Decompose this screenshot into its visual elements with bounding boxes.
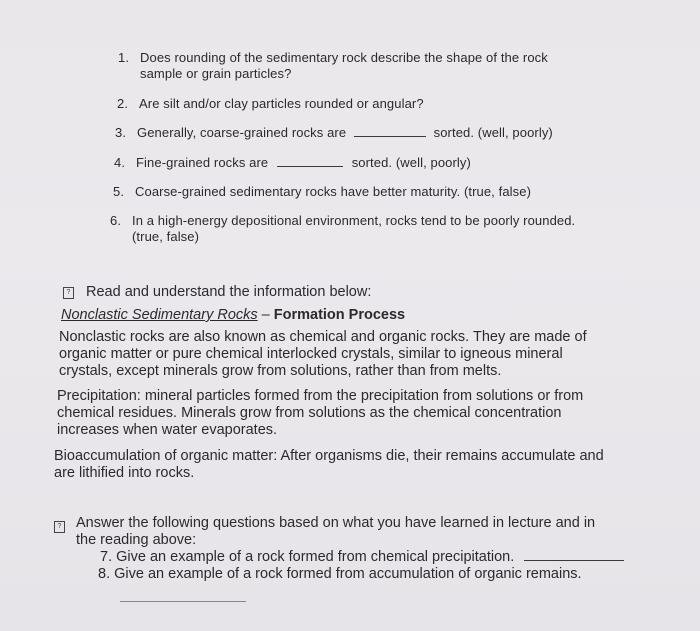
question-text-after-blank: sorted. (well, poorly): [351, 155, 471, 170]
question-text-cont: (true, false): [132, 229, 200, 244]
question-8: [98, 566, 582, 583]
question-7: [100, 549, 624, 566]
paragraph-line: chemical residues. Minerals grow from solutions as the chemical concentration: [57, 405, 562, 421]
question-text: Give an example of a rock formed from chemical precipitation.: [116, 549, 515, 565]
checkbox-icon[interactable]: ?: [63, 287, 74, 299]
question-number: 2.: [117, 96, 129, 111]
question-text: Coarse-grained sedimentary rocks have better maturity. (true, false): [135, 184, 531, 199]
paragraph-line: crystals, except minerals grow from solutions, rather than from melts.: [59, 363, 502, 379]
answer-blank[interactable]: [524, 560, 624, 561]
question-number: 8.: [98, 566, 111, 582]
heading-dash: –: [257, 307, 274, 323]
paragraph-line: Nonclastic rocks are also known as chemical and organic rocks. They are made of: [59, 329, 587, 345]
question-number: 5.: [113, 184, 125, 199]
question-text-cont: sample or grain particles?: [140, 66, 292, 81]
heading-underlined: Nonclastic Sedimentary Rocks: [61, 307, 258, 323]
paragraph-line: Bioaccumulation of organic matter: After organisms die, their remains accumulate and: [54, 448, 604, 464]
paragraph-line: Precipitation: mineral particles formed from the precipitation from solutions or from: [57, 388, 584, 404]
paragraph-line: increases when water evaporates.: [57, 422, 278, 438]
paragraph-line: are lithified into rocks.: [54, 465, 195, 481]
answer-instructions: Answer the following questions based on what you have learned in lecture and in: [76, 515, 596, 531]
reading-intro: Read and understand the information below:: [86, 284, 372, 300]
question-number: 7.: [100, 549, 113, 565]
question-text: Does rounding of the sedimentary rock describe the shape of the rock: [140, 50, 548, 65]
answer-instructions-cont: the reading above:: [76, 532, 197, 548]
paragraph-line: organic matter or pure chemical interlocked crystals, similar to igneous mineral: [59, 346, 563, 362]
question-text: Give an example of a rock formed from accumulation of organic remains.: [114, 566, 582, 582]
question-number: 3.: [115, 125, 127, 140]
heading-bold: Formation Process: [273, 307, 406, 323]
checkbox-icon[interactable]: ?: [54, 521, 65, 533]
question-text: In a high-energy depositional environment, rocks tend to be poorly rounded.: [132, 213, 576, 228]
answer-blank[interactable]: [120, 600, 246, 602]
question-number: 4.: [114, 155, 126, 170]
fill-in-blank[interactable]: [277, 166, 343, 167]
question-text-before-blank: Fine-grained rocks are: [136, 155, 269, 170]
question-text-before-blank: Generally, coarse-grained rocks are: [137, 125, 347, 140]
question-text: [137, 125, 553, 141]
section-heading: [61, 307, 405, 324]
question-number: 1.: [118, 50, 130, 65]
question-text: Are silt and/or clay particles rounded or angular?: [139, 96, 424, 111]
question-text: [136, 155, 471, 171]
question-number: 6.: [110, 213, 122, 228]
fill-in-blank[interactable]: [354, 136, 426, 137]
question-text-after-blank: sorted. (well, poorly): [433, 125, 553, 140]
